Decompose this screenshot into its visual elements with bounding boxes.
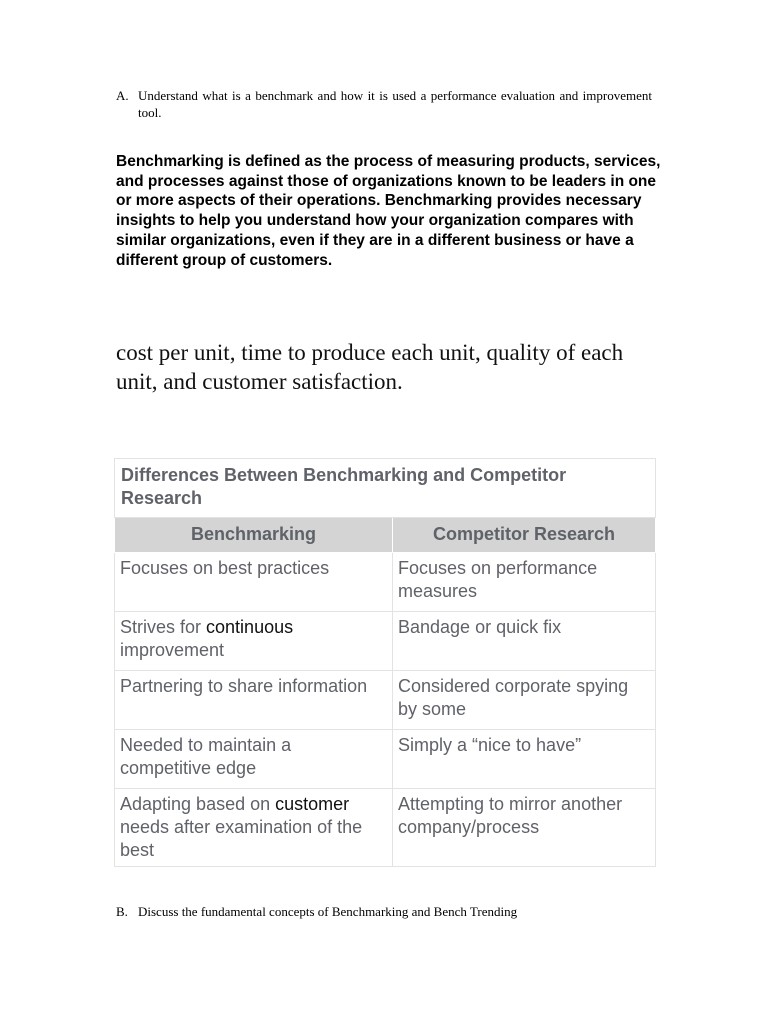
cell-text: Strives for (120, 617, 207, 637)
benchmarking-cell (115, 730, 393, 789)
benchmarking-cell (115, 789, 393, 867)
list-item-a (116, 87, 652, 121)
table-row (115, 730, 656, 789)
benchmarking-cell (115, 553, 393, 612)
list-item-a-text: Understand what is a benchmark and how it is used a performance evaluation and improvement tool. (138, 88, 652, 120)
cell-emphasis: customer (275, 794, 350, 814)
cell-text: Focuses on best practices (120, 558, 330, 578)
list-item-b-text: Discuss the fundamental concepts of Benchmarking and Bench Trending (138, 904, 518, 919)
list-marker-a: A. (116, 88, 129, 103)
competitor-cell: Attempting to mirror another company/process (393, 789, 656, 867)
cell-emphasis: continuous (206, 617, 294, 637)
comparison-table (114, 458, 656, 867)
list-marker-b: B. (116, 904, 128, 919)
list-item-b (116, 903, 652, 920)
table-row (115, 553, 656, 612)
benchmarking-cell (115, 671, 393, 730)
benchmarking-definition: Benchmarking is defined as the process of measuring products, services, and processes against those of organizations known to be leaders in one or more aspects of their operations. Benchmarking provides necessary insights to help you understand how your organization compares with similar organizations, even if they are in a different business or have a different group of customers. (116, 153, 661, 269)
table-row (115, 789, 656, 867)
cell-text: Adapting based on (120, 794, 276, 814)
competitor-cell: Simply a “nice to have” (393, 730, 656, 789)
table-row (115, 671, 656, 730)
cell-text: improvement (120, 640, 225, 660)
metrics-text: cost per unit, time to produce each unit, quality of each unit, and customer satisfaction. (116, 340, 624, 394)
competitor-cell: Bandage or quick fix (393, 612, 656, 671)
cell-text: needs after examination of the best (120, 817, 363, 860)
column-header-competitor-research: Competitor Research (393, 518, 656, 553)
table-caption: Differences Between Benchmarking and Competitor Research (115, 459, 656, 518)
table-row (115, 612, 656, 671)
cell-text: Partnering to share information (120, 676, 368, 696)
cell-text: Needed to maintain a competitive edge (120, 735, 292, 778)
benchmarking-cell (115, 612, 393, 671)
competitor-cell: Focuses on performance measures (393, 553, 656, 612)
column-header-benchmarking: Benchmarking (115, 518, 393, 553)
competitor-cell: Considered corporate spying by some (393, 671, 656, 730)
